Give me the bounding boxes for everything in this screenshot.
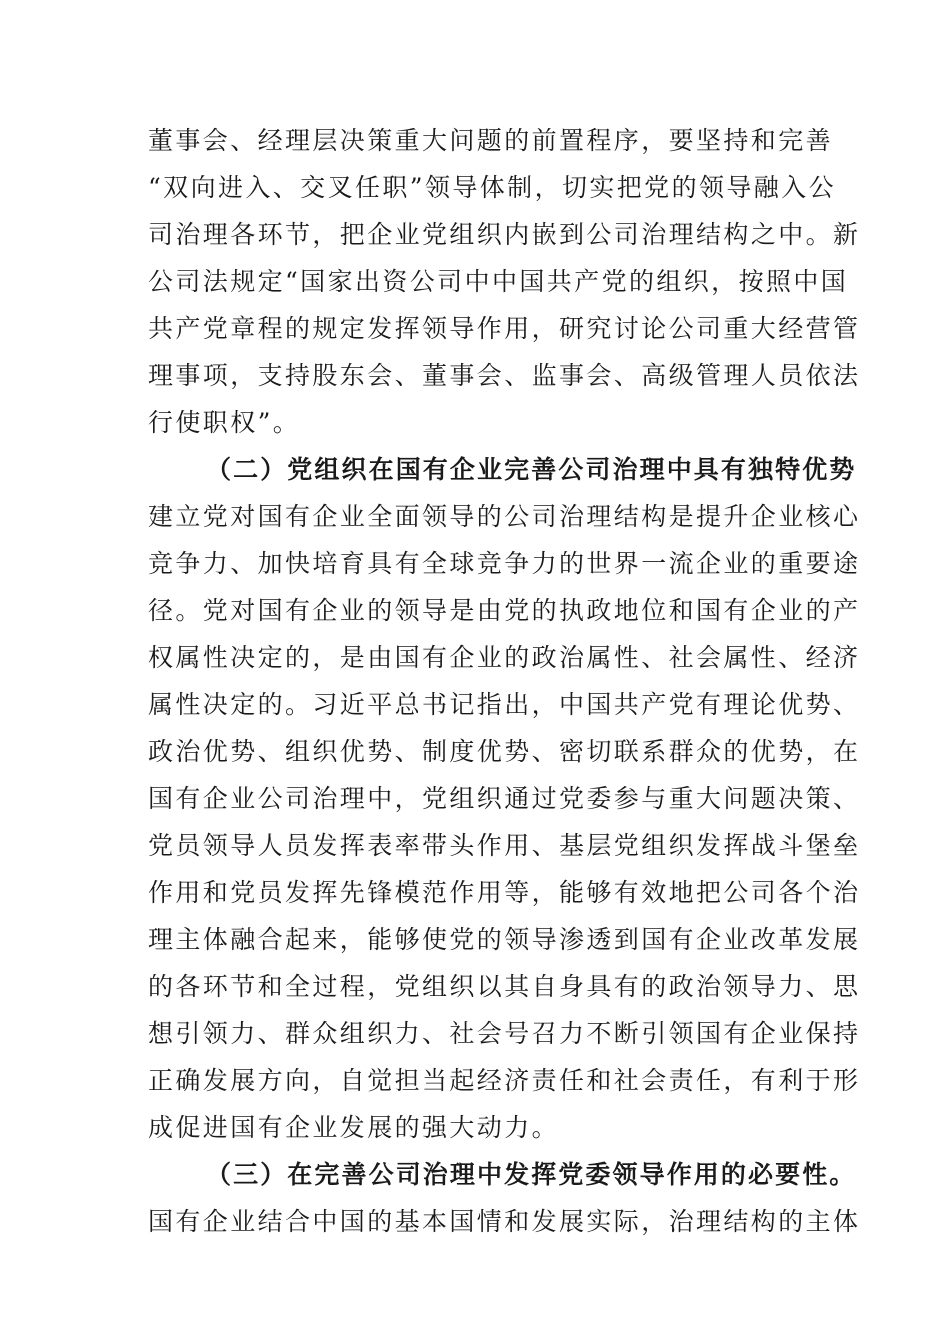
text-line: 作用和党员发挥先锋模范作用等，能够有效地把公司各个治 (148, 878, 861, 907)
text-line: “双向进入、交叉任职”领导体制，切实把党的领导融入公 (148, 173, 836, 202)
text-line: 径。党对国有企业的领导是由党的执政地位和国有企业的产 (148, 596, 861, 625)
text-line: 公司法规定“国家出资公司中中国共产党的组织，按照中国 (148, 267, 849, 296)
text-line: 国有企业结合中国的基本国情和发展实际，治理结构的主体 (148, 1207, 861, 1236)
text-line: 想引领力、群众组织力、社会号召力不断引领国有企业保持 (148, 1019, 861, 1048)
section-heading-3: （三）在完善公司治理中发挥党委领导作用的必要性。 (206, 1160, 857, 1189)
text-line: 党员领导人员发挥表率带头作用、基层党组织发挥战斗堡垒 (148, 831, 861, 860)
section-heading-2: （二）党组织在国有企业完善公司治理中具有独特优势 (206, 455, 857, 484)
text-line: 政治优势、组织优势、制度优势、密切联系群众的优势，在 (148, 737, 861, 766)
text-line: 成促进国有企业发展的强大动力。 (148, 1113, 560, 1142)
text-line: 竞争力、加快培育具有全球竞争力的世界一流企业的重要途 (148, 549, 861, 578)
text-line: 的各环节和全过程，党组织以其自身具有的政治领导力、思 (148, 972, 861, 1001)
text-line: 行使职权”。 (148, 408, 301, 437)
text-line: 正确发展方向，自觉担当起经济责任和社会责任，有利于形 (148, 1066, 861, 1095)
text-line: 共产党章程的规定发挥领导作用，研究讨论公司重大经营管 (148, 314, 861, 343)
text-line: 权属性决定的，是由国有企业的政治属性、社会属性、经济 (148, 643, 861, 672)
text-line: 司治理各环节，把企业党组织内嵌到公司治理结构之中。新 (148, 220, 861, 249)
text-line: 理主体融合起来，能够使党的领导渗透到国有企业改革发展 (148, 925, 861, 954)
text-line: 国有企业公司治理中，党组织通过党委参与重大问题决策、 (148, 784, 861, 813)
text-line: 董事会、经理层决策重大问题的前置程序，要坚持和完善 (148, 126, 834, 155)
text-line: 属性决定的。习近平总书记指出，中国共产党有理论优势、 (148, 690, 861, 719)
text-line: 建立党对国有企业全面领导的公司治理结构是提升企业核心 (148, 502, 861, 531)
text-line: 理事项，支持股东会、董事会、监事会、高级管理人员依法 (148, 361, 861, 390)
